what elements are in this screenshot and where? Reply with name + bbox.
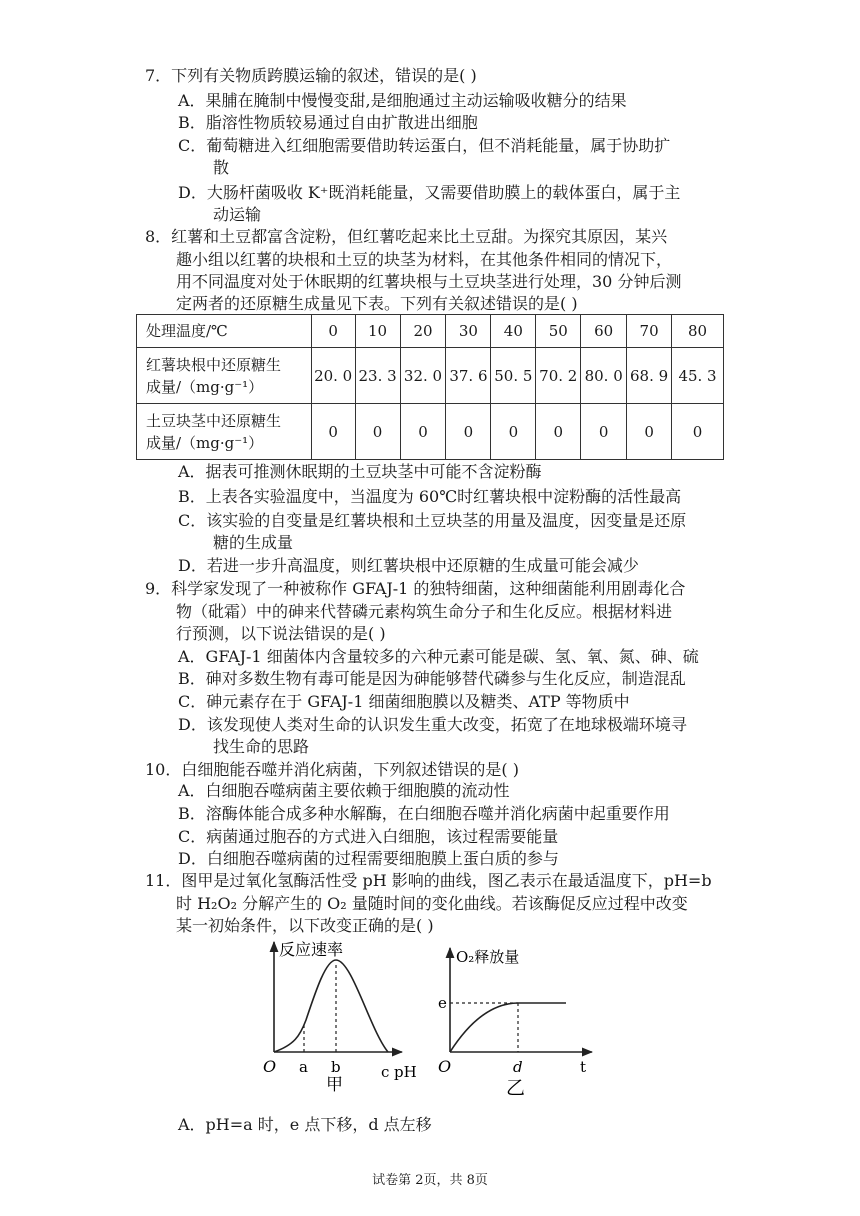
fig1-tick-a: a bbox=[299, 1058, 308, 1076]
fig2-tick-e: e bbox=[438, 994, 447, 1012]
fig1-tick-b: b bbox=[331, 1058, 341, 1076]
fig1-x-label: pH bbox=[394, 1063, 417, 1081]
row-label-line: 成量/（mg·g⁻¹） bbox=[146, 377, 264, 396]
temp-cell: 70 bbox=[627, 315, 672, 348]
value-cell: 0 bbox=[581, 404, 627, 460]
value-cell: 50. 5 bbox=[491, 348, 536, 404]
fig1-tick-c: c bbox=[381, 1063, 390, 1081]
temp-cell: 10 bbox=[355, 315, 400, 348]
q8-option-c: C．该实验的自变量是红薯块根和土豆块茎的用量及温度，因变量是还原 bbox=[178, 511, 687, 530]
q10-option-c: C．病菌通过胞吞的方式进入白细胞，该过程需要能量 bbox=[178, 827, 559, 846]
temp-cell: 80 bbox=[672, 315, 724, 348]
q11-option-a: A．pH=a 时，e 点下移，d 点左移 bbox=[178, 1115, 432, 1134]
q10-option-d: D．白细胞吞噬病菌的过程需要细胞膜上蛋白质的参与 bbox=[178, 849, 559, 868]
q9-option-b: B．砷对多数生物有毒可能是因为砷能够替代磷参与生化反应，制造混乱 bbox=[178, 669, 686, 688]
q10-option-a: A．白细胞吞噬病菌主要依赖于细胞膜的流动性 bbox=[178, 781, 510, 800]
value-cell: 0 bbox=[446, 404, 491, 460]
q8-option-a: A．据表可推测休眠期的土豆块茎中可能不含淀粉酶 bbox=[178, 462, 542, 481]
q7-stem: 7．下列有关物质跨膜运输的叙述，错误的是( ) bbox=[145, 66, 477, 85]
q9-option-a: A．GFAJ-1 细菌体内含量较多的六种元素可能是碳、氢、氧、氮、砷、硫 bbox=[178, 647, 699, 666]
fig1-caption: 甲 bbox=[326, 1075, 343, 1095]
o2-release-curve bbox=[450, 1003, 566, 1052]
value-cell: 0 bbox=[400, 404, 446, 460]
q9-stem-line1: 9．科学家发现了一种被称作 GFAJ-1 的独特细菌，这种细菌能利用剧毒化合 bbox=[145, 579, 686, 598]
q8-option-c-cont: 糖的生成量 bbox=[213, 533, 294, 552]
temp-cell: 60 bbox=[581, 315, 627, 348]
figure-jia bbox=[263, 940, 417, 1095]
value-cell: 45. 3 bbox=[672, 348, 724, 404]
value-cell: 32. 0 bbox=[400, 348, 446, 404]
q10-option-b: B．溶酶体能合成多种水解酶，在白细胞吞噬并消化病菌中起重要作用 bbox=[178, 804, 670, 823]
q8-stem-line1: 8．红薯和土豆都富含淀粉，但红薯吃起来比土豆甜。为探究其原因，某兴 bbox=[145, 227, 668, 246]
q8-stem-line4: 定两者的还原糖生成量见下表。下列有关叙述错误的是( ) bbox=[176, 294, 578, 313]
q7-option-d: D．大肠杆菌吸收 K⁺既消耗能量，又需要借助膜上的载体蛋白，属于主 bbox=[178, 183, 681, 202]
value-cell: 23. 3 bbox=[355, 348, 400, 404]
q11-stem-line1: 11．图甲是过氧化氢酶活性受 pH 影响的曲线，图乙表示在最适温度下，pH=b bbox=[145, 871, 712, 890]
q8-option-d: D．若进一步升高温度，则红薯块根中还原糖的生成量可能会减少 bbox=[178, 556, 639, 575]
q9-option-d-cont: 找生命的思路 bbox=[213, 737, 310, 756]
value-cell: 0 bbox=[672, 404, 724, 460]
fig2-origin: O bbox=[438, 1057, 452, 1076]
q7-option-c: C．葡萄糖进入红细胞需要借助转运蛋白，但不消耗能量，属于协助扩 bbox=[178, 136, 671, 155]
q8-stem-line2: 趣小组以红薯的块根和土豆的块茎为材料，在其他条件相同的情况下， bbox=[176, 250, 673, 269]
temp-cell: 20 bbox=[400, 315, 446, 348]
row-label-line: 成量/（mg·g⁻¹） bbox=[146, 433, 264, 452]
temp-cell: 0 bbox=[311, 315, 355, 348]
row-label-temperature: 处理温度/℃ bbox=[137, 315, 312, 348]
q8-option-b: B．上表各实验温度中，当温度为 60℃时红薯块根中淀粉酶的活性最高 bbox=[178, 487, 682, 506]
fig1-origin: O bbox=[263, 1057, 277, 1076]
row-label-line: 土豆块茎中还原糖生 bbox=[146, 411, 282, 430]
fig2-tick-d: d bbox=[513, 1058, 523, 1076]
q8-stem-line3: 用不同温度对处于休眠期的红薯块根与土豆块茎进行处理，30 分钟后测 bbox=[176, 272, 682, 291]
fig1-y-label: 反应速率 bbox=[279, 940, 344, 959]
value-cell: 20. 0 bbox=[311, 348, 355, 404]
fig2-x-label: t bbox=[580, 1058, 587, 1076]
ph-activity-curve bbox=[274, 960, 388, 1052]
temp-cell: 40 bbox=[491, 315, 536, 348]
q10-stem: 10．白细胞能吞噬并消化病菌，下列叙述错误的是( ) bbox=[145, 760, 519, 779]
row-label-line: 红薯块根中还原糖生 bbox=[146, 355, 282, 374]
q7-option-b: B．脂溶性物质较易通过自由扩散进出细胞 bbox=[178, 113, 478, 132]
fig2-caption: 乙 bbox=[506, 1077, 526, 1099]
value-cell: 80. 0 bbox=[581, 348, 627, 404]
value-cell: 68. 9 bbox=[627, 348, 672, 404]
q9-option-c: C．砷元素存在于 GFAJ-1 细菌细胞膜以及糖类、ATP 等物质中 bbox=[178, 692, 630, 711]
value-cell: 0 bbox=[536, 404, 581, 460]
figure-yi bbox=[438, 948, 592, 1099]
q11-stem-line3: 某一初始条件，以下改变正确的是( ) bbox=[176, 916, 434, 935]
q9-stem-line2: 物（砒霜）中的砷来代替磷元素构筑生命分子和生化反应。根据材料进 bbox=[176, 602, 673, 621]
q9-option-d: D．该发现使人类对生命的认识发生重大改变，拓宽了在地球极端环境寻 bbox=[178, 715, 687, 734]
temp-cell: 50 bbox=[536, 315, 581, 348]
fig2-y-label: O₂释放量 bbox=[456, 948, 520, 966]
temp-cell: 30 bbox=[446, 315, 491, 348]
page-footer: 试卷第 2页，共 8页 bbox=[372, 1173, 488, 1188]
value-cell: 0 bbox=[491, 404, 536, 460]
q7-option-a: A．果脯在腌制中慢慢变甜,是细胞通过主动运输吸收糖分的结果 bbox=[178, 91, 627, 110]
value-cell: 37. 6 bbox=[446, 348, 491, 404]
q7-option-d-cont: 动运输 bbox=[213, 205, 262, 224]
value-cell: 0 bbox=[355, 404, 400, 460]
q11-stem-line2: 时 H₂O₂ 分解产生的 O₂ 量随时间的变化曲线。若该酶促反应过程中改变 bbox=[176, 894, 688, 913]
q7-option-c-cont: 散 bbox=[213, 158, 230, 177]
q9-stem-line3: 行预测，以下说法错误的是( ) bbox=[176, 624, 386, 643]
value-cell: 0 bbox=[627, 404, 672, 460]
value-cell: 70. 2 bbox=[536, 348, 581, 404]
value-cell: 0 bbox=[311, 404, 355, 460]
